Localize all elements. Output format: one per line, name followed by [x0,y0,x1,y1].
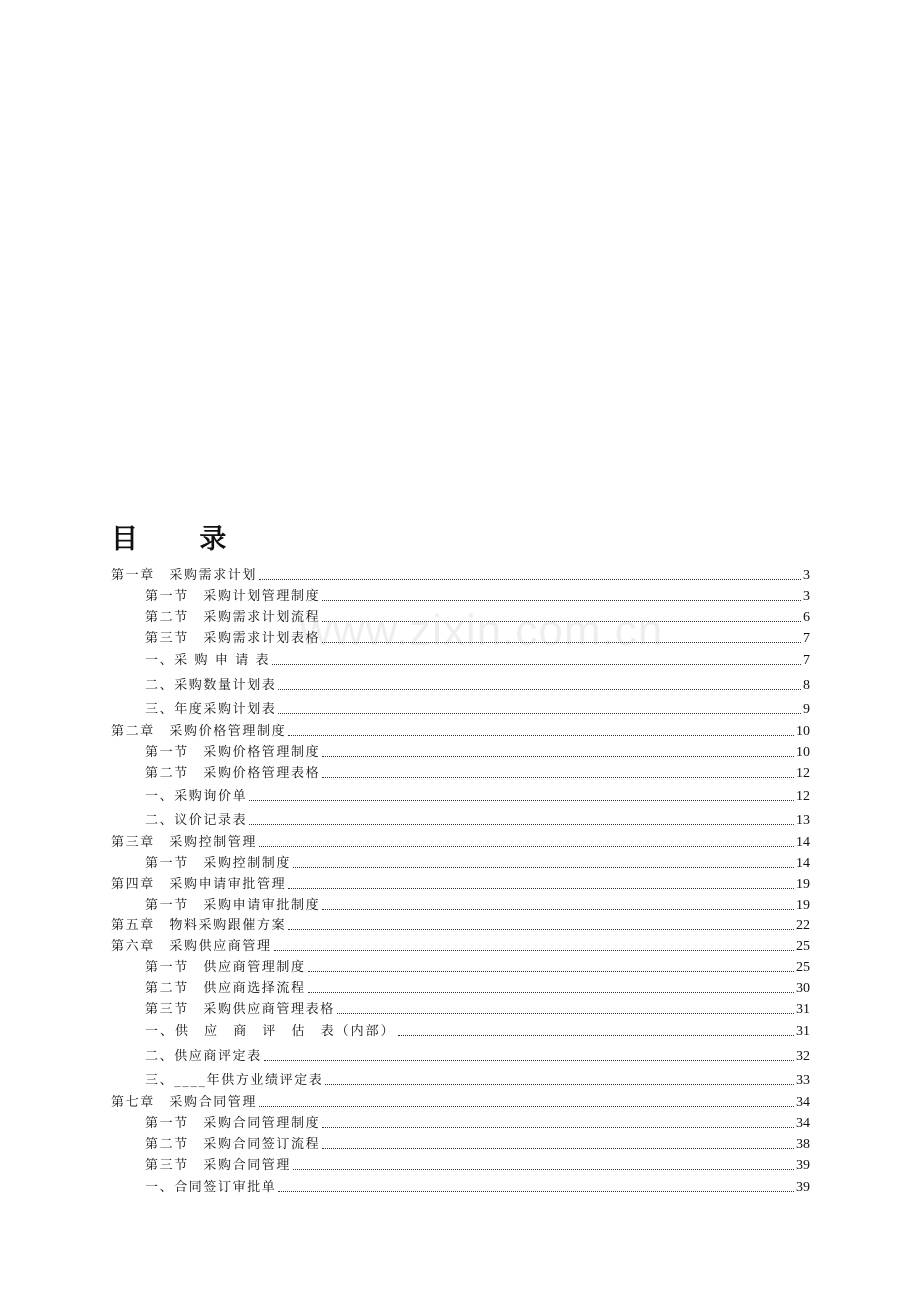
toc-entry-page: 6 [803,610,810,625]
toc-entry-label: 第七章 采购合同管理 [111,1095,258,1110]
toc-entry-section[interactable] [145,854,810,872]
toc-entry-section[interactable] [145,608,810,626]
dot-leader [322,642,801,643]
toc-entry-chapter[interactable] [111,1093,810,1111]
toc-entry-chapter[interactable] [111,937,810,955]
toc-entry-page: 12 [796,789,810,804]
toc-entry-label: 第二节 采购需求计划流程 [145,610,321,625]
dot-leader [274,950,794,951]
toc-entry-chapter[interactable] [111,875,810,893]
toc-entry-label: 三、____年供方业绩评定表 [145,1073,324,1088]
toc-entry-page: 34 [796,1095,810,1110]
toc-entry-page: 39 [796,1180,810,1195]
dot-leader [293,1169,794,1170]
dot-leader [259,846,794,847]
toc-entry-label: 第五章 物料采购跟催方案 [111,918,287,933]
toc-entry-page: 34 [796,1116,810,1131]
dot-leader [322,621,801,622]
dot-leader [288,735,794,736]
dot-leader [398,1035,794,1036]
toc-entry-section[interactable] [145,958,810,976]
dot-leader [308,992,794,993]
toc-entry-label: 第一节 供应商管理制度 [145,960,306,975]
toc-entry-label: 第三章 采购控制管理 [111,835,258,850]
toc-entry-page: 32 [796,1049,810,1064]
toc-entry-page: 14 [796,835,810,850]
toc-entry-section[interactable] [145,1000,810,1018]
toc-entry-label: 第六章 采购供应商管理 [111,939,272,954]
toc-entry-label: 一、供 应 商 评 估 表（内部） [145,1024,396,1039]
toc-entry-page: 3 [803,568,810,583]
toc-entry-label: 二、供应商评定表 [145,1049,262,1064]
toc-entry-label: 第二节 采购合同签订流程 [145,1137,321,1152]
toc-entry-label: 第二章 采购价格管理制度 [111,724,287,739]
toc-entry-label: 一、合同签订审批单 [145,1180,277,1195]
dot-leader [337,1013,794,1014]
toc-entry-chapter[interactable] [111,833,810,851]
toc-entry-page: 3 [803,589,810,604]
toc-entry-label: 第二节 采购价格管理表格 [145,766,321,781]
dot-leader [249,824,794,825]
toc-entry-page: 8 [803,678,810,693]
dot-leader [322,909,794,910]
toc-entry-item[interactable] [145,1071,810,1089]
toc-entry-label: 第一节 采购价格管理制度 [145,745,321,760]
toc-entry-label: 第一章 采购需求计划 [111,568,258,583]
toc-entry-label: 三、年度采购计划表 [145,702,277,717]
dot-leader [322,1148,794,1149]
dot-leader [264,1060,794,1061]
toc-entry-page: 10 [796,724,810,739]
toc-entry-label: 第一节 采购计划管理制度 [145,589,321,604]
dot-leader [249,800,794,801]
toc-entry-section[interactable] [145,764,810,782]
toc-entry-label: 二、议价记录表 [145,813,248,828]
toc-entry-label: 第三节 采购供应商管理表格 [145,1002,335,1017]
toc-entry-chapter[interactable] [111,916,810,934]
toc-entry-page: 13 [796,813,810,828]
toc-entry-section[interactable] [145,1156,810,1174]
toc-entry-section[interactable] [145,1135,810,1153]
toc-title: 目 录 [111,524,253,555]
dot-leader [272,664,801,665]
toc-entry-label: 第二节 供应商选择流程 [145,981,306,996]
toc-entry-item[interactable] [145,1022,810,1040]
toc-entry-page: 19 [796,877,810,892]
dot-leader [278,1191,794,1192]
toc-entry-item[interactable] [145,700,810,718]
toc-entry-section[interactable] [145,587,810,605]
toc-entry-label: 二、采购数量计划表 [145,678,277,693]
toc-entry-section[interactable] [145,629,810,647]
toc-entry-page: 39 [796,1158,810,1173]
toc-entry-page: 10 [796,745,810,760]
toc-entry-item[interactable] [145,787,810,805]
dot-leader [308,971,794,972]
dot-leader [322,756,794,757]
dot-leader [278,689,801,690]
toc-entry-page: 30 [796,981,810,996]
toc-entry-label: 第一节 采购控制制度 [145,856,292,871]
dot-leader [278,713,801,714]
toc-entry-item[interactable] [145,1047,810,1065]
toc-entry-label: 一、采 购 申 请 表 [145,653,271,668]
toc-entry-page: 7 [803,631,810,646]
toc-entry-page: 25 [796,939,810,954]
toc-entry-label: 第三节 采购需求计划表格 [145,631,321,646]
toc-entry-label: 第一节 采购合同管理制度 [145,1116,321,1131]
toc-entry-item[interactable] [145,676,810,694]
watermark-text: www.zixin.com.cn [300,606,664,655]
toc-entry-page: 31 [796,1024,810,1039]
toc-entry-page: 19 [796,898,810,913]
dot-leader [288,888,794,889]
toc-entry-page: 38 [796,1137,810,1152]
toc-entry-label: 一、采购询价单 [145,789,248,804]
toc-entry-section[interactable] [145,896,810,914]
toc-entry-page: 12 [796,766,810,781]
dot-leader [322,777,794,778]
toc-entry-section[interactable] [145,743,810,761]
toc-entry-label: 第四章 采购申请审批管理 [111,877,287,892]
toc-entry-chapter[interactable] [111,566,810,584]
dot-leader [293,867,794,868]
toc-entry-chapter[interactable] [111,722,810,740]
toc-entry-section[interactable] [145,979,810,997]
toc-entry-item[interactable] [145,1178,810,1196]
dot-leader [322,1127,794,1128]
dot-leader [288,929,794,930]
toc-entry-item[interactable] [145,811,810,829]
toc-entry-item[interactable] [145,651,810,669]
dot-leader [259,1106,794,1107]
toc-entry-page: 25 [796,960,810,975]
toc-entry-page: 31 [796,1002,810,1017]
toc-entry-page: 9 [803,702,810,717]
toc-entry-label: 第三节 采购合同管理 [145,1158,292,1173]
toc-entry-page: 7 [803,653,810,668]
dot-leader [259,579,801,580]
toc-entry-page: 33 [796,1073,810,1088]
dot-leader [322,600,801,601]
dot-leader [325,1084,794,1085]
toc-entry-section[interactable] [145,1114,810,1132]
toc-entry-page: 22 [796,918,810,933]
toc-entry-page: 14 [796,856,810,871]
toc-entry-label: 第一节 采购申请审批制度 [145,898,321,913]
